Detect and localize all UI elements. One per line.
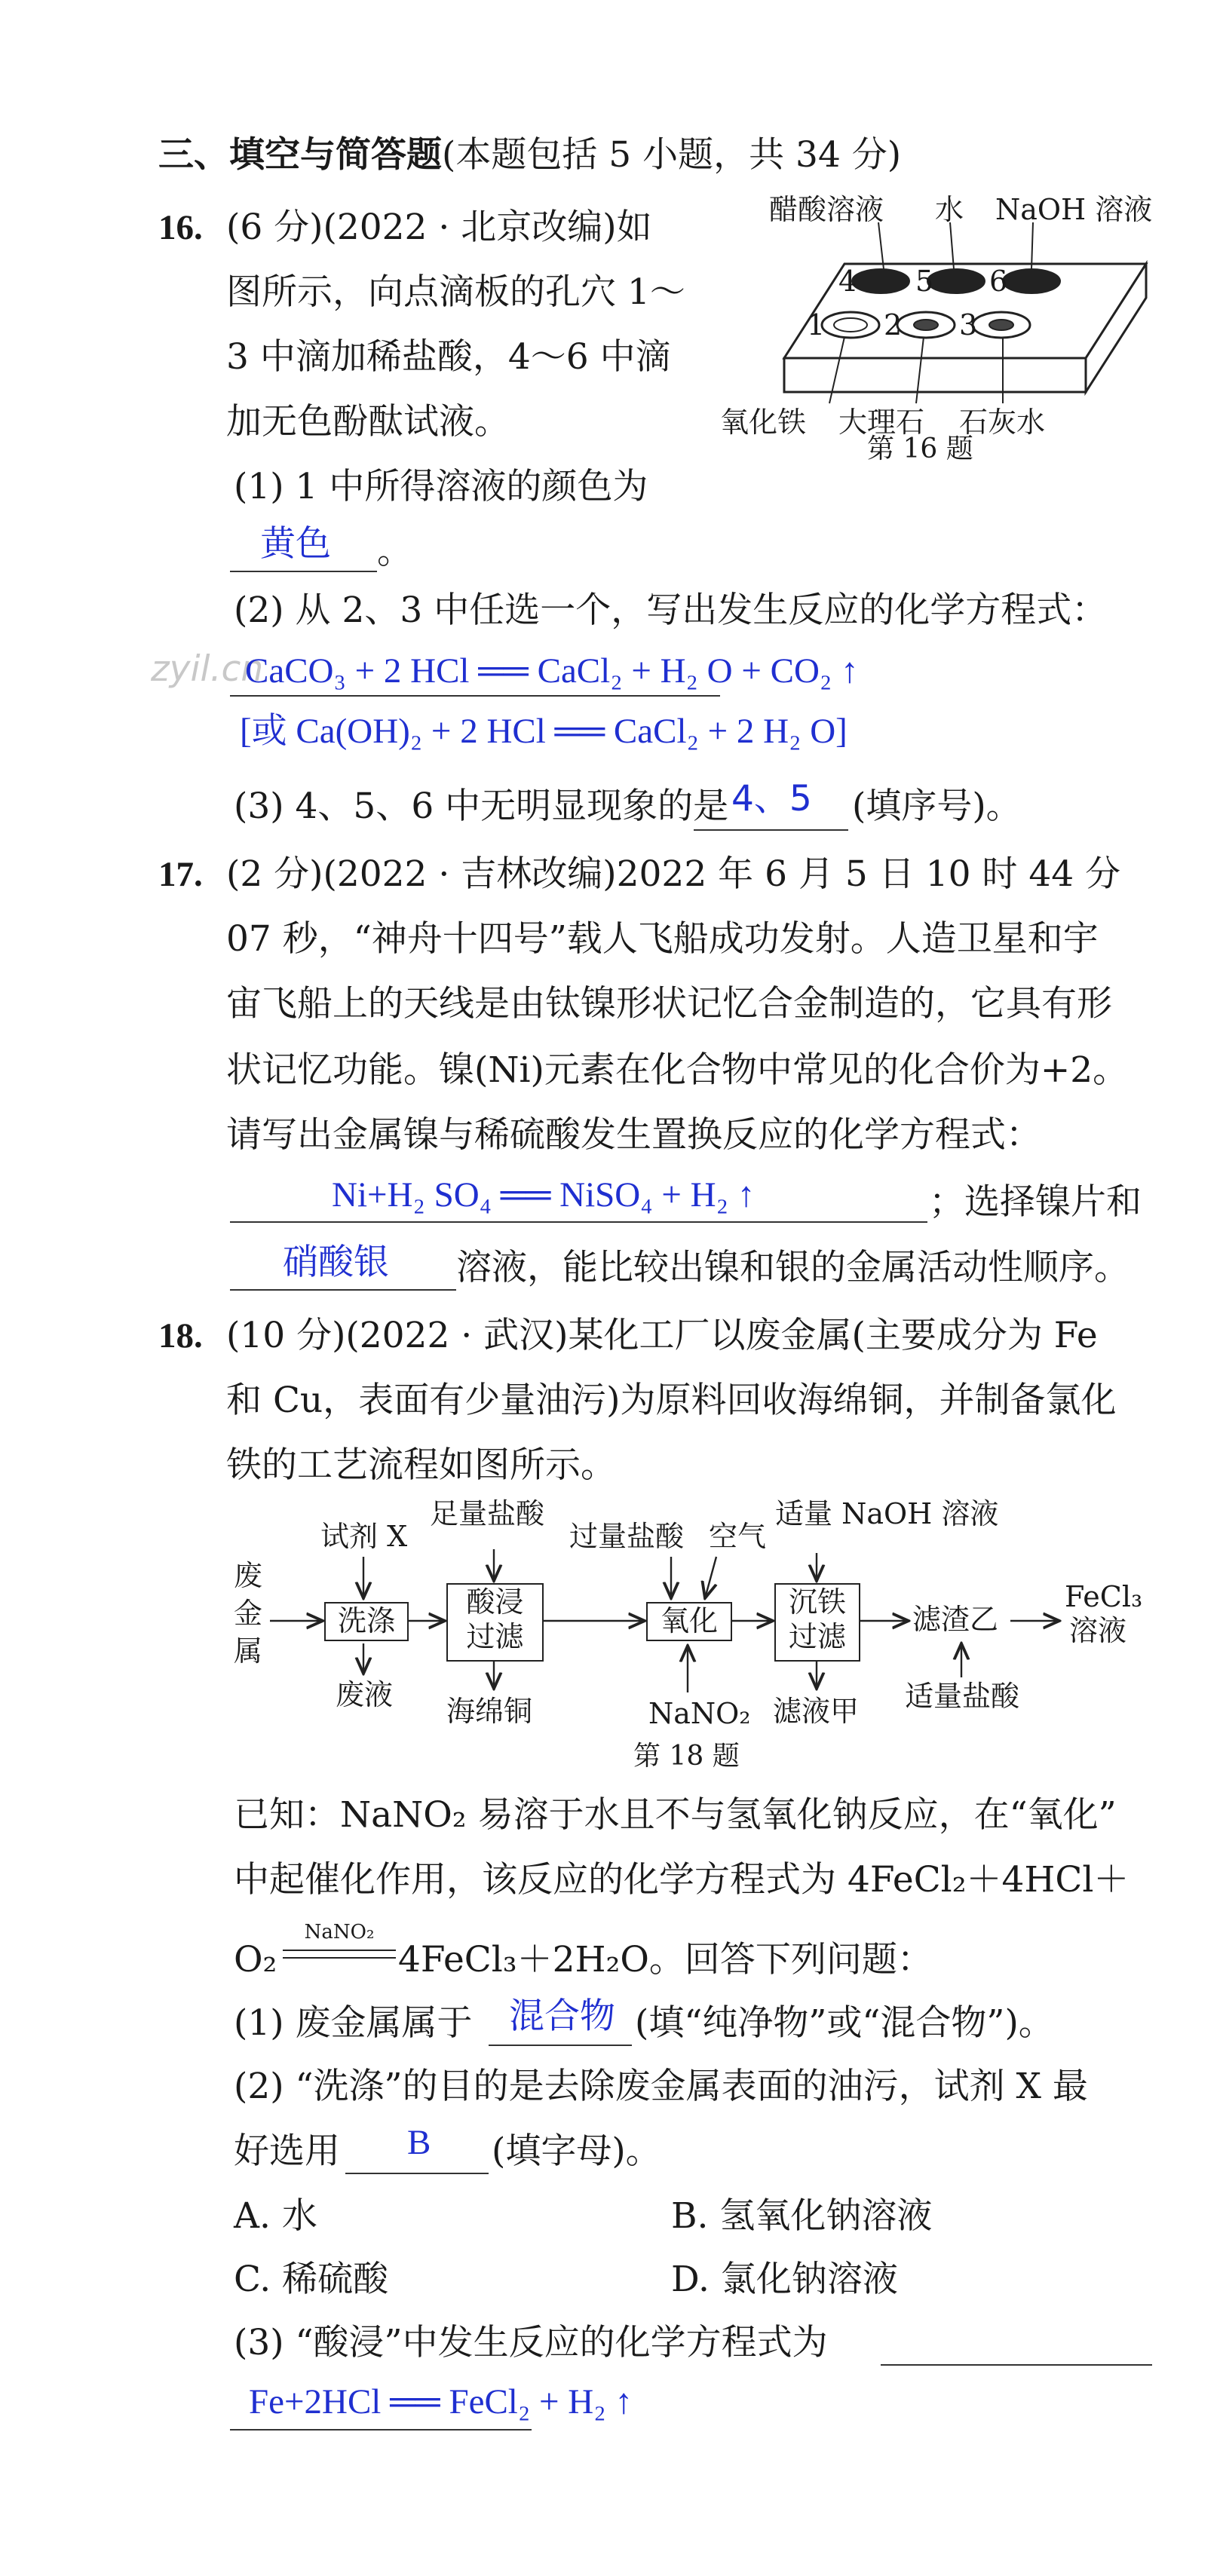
hole-6 <box>1003 269 1060 293</box>
q18-known-3-pre: O₂ <box>234 1939 277 1980</box>
flow-box-iron-precip <box>774 1583 860 1662</box>
q16-line-3: 3 中滴加稀盐酸，4～6 中滴 <box>226 336 671 378</box>
q18-part2-text-1: (2) “洗涤”的目的是去除废金属表面的油污，试剂 X 最 <box>234 2066 1088 2107</box>
q16-part2-blank <box>230 695 720 697</box>
q17-after-answer-2: 溶液，能比较出镍和银的金属活动性顺序。 <box>456 1247 1130 1288</box>
q16-part2-answer-1: CaCO₃ + 2 HCl ══ CaCl₂ + H₂ O + CO₂ ↑ <box>245 651 859 691</box>
flow-product-fecl3: FeCl₃ <box>1065 1580 1143 1613</box>
flow-box-oxidation: 氧化 <box>646 1602 732 1641</box>
q18-part1-text: (1) 废金属属于 <box>234 2002 473 2044</box>
flow-acid-3: 适量盐酸 <box>905 1680 1020 1713</box>
q18-part3-blank-2 <box>230 2429 532 2431</box>
hole-number-2: 2 <box>884 308 903 342</box>
q16-line-1: (6 分)(2022 · 北京改编)如 <box>226 207 652 248</box>
flow-waste-liquid: 废液 <box>336 1678 394 1711</box>
box-acid-leach-line-1: 酸浸 <box>466 1585 524 1619</box>
q18-option-d: D. 氯化钠溶液 <box>671 2259 898 2300</box>
q17-answer-2: 硝酸银 <box>283 1242 389 1283</box>
q17-line-3: 宙飞船上的天线是由钛镍形状记忆合金制造的，它具有形 <box>226 983 1112 1025</box>
q18-line-2: 和 Cu，表面有少量油污)为原料回收海绵铜，并制备氯化 <box>226 1380 1117 1421</box>
label-limewater: 石灰水 <box>959 406 1046 439</box>
q17-line-1: (2 分)(2022 · 吉林改编)2022 年 6 月 5 日 10 时 44 分 <box>226 853 1121 895</box>
q18-option-c: C. 稀硫酸 <box>234 2259 389 2300</box>
q18-part1-end: (填“纯净物”或“混合物”)。 <box>635 2002 1054 2044</box>
q18-part3-answer: Fe+2HCl ══ FeCl₂ + H₂ ↑ <box>249 2382 633 2421</box>
q17-blank-2 <box>230 1289 456 1291</box>
hole-number-6: 6 <box>989 265 1008 298</box>
q16-part3-answer: 4、5 <box>731 778 812 819</box>
q17-blank-1 <box>230 1221 927 1223</box>
flow-acid-2: 过量盐酸 <box>569 1520 685 1553</box>
q16-part2-answer-2: [或 Ca(OH)₂ + 2 HCl ══ CaCl₂ + 2 H₂ O] <box>240 712 848 751</box>
q16-part3-end: (填序号)。 <box>852 786 1022 827</box>
q17-line-4: 状记忆功能。镍(Ni)元素在化合物中常见的化合价为+2。 <box>226 1049 1129 1091</box>
q17-answer-1: Ni+H₂ SO₄ ══ NiSO₄ + H₂ ↑ <box>332 1175 756 1214</box>
box-iron-precip-line-2: 过滤 <box>788 1620 846 1653</box>
flow-product-solution: 溶液 <box>1069 1614 1127 1647</box>
q16-figure <box>720 192 1176 464</box>
q16-part1-blank <box>230 571 377 572</box>
q18-known-3-post: 4FeCl₃＋2H₂O。回答下列问题： <box>398 1939 933 1980</box>
watermark: zyil.cn <box>151 648 264 690</box>
q16-part1-end: 。 <box>377 531 412 572</box>
flow-box-acid-leach <box>446 1583 544 1662</box>
hole-4 <box>852 269 909 293</box>
q18-reaction-equals <box>283 1950 396 1959</box>
q18-part3-text: (3) “酸浸”中发生反应的化学方程式为 <box>234 2322 828 2363</box>
q18-reaction-condition: NaNO₂ <box>304 1921 375 1943</box>
flow-air: 空气 <box>709 1520 767 1553</box>
q17-number: 17. <box>158 855 203 894</box>
q18-known-1: 已知：NaNO₂ 易溶于水且不与氢氧化钠反应，在“氧化” <box>234 1794 1117 1836</box>
flow-catalyst: NaNO₂ <box>648 1697 751 1730</box>
flow-naoh: 适量 NaOH 溶液 <box>775 1497 999 1530</box>
q16-line-4: 加无色酚酞试液。 <box>226 401 510 443</box>
q16-part2-text: (2) 从 2、3 中任选一个，写出发生反应的化学方程式： <box>234 590 1108 631</box>
label-iron-oxide: 氧化铁 <box>720 406 807 439</box>
q16-figure-caption: 第 16 题 <box>867 433 973 464</box>
q16-line-2: 图所示，向点滴板的孔穴 1～ <box>226 271 685 313</box>
q18-part2-answer: B <box>407 2123 431 2162</box>
hole-5 <box>927 269 985 293</box>
flow-filtrate-a: 滤液甲 <box>773 1695 860 1728</box>
q18-part2-blank <box>345 2173 489 2174</box>
q16-part1-text: (1) 1 中所得溶液的颜色为 <box>234 466 648 507</box>
q18-part2-text-2: 好选用 <box>234 2130 340 2172</box>
flow-box-wash: 洗涤 <box>324 1602 409 1641</box>
label-marble: 大理石 <box>838 406 925 439</box>
flow-reagent-x: 试剂 X <box>320 1520 408 1553</box>
flow-acid-1: 足量盐酸 <box>430 1497 545 1530</box>
q18-line-3: 铁的工艺流程如图所示。 <box>226 1444 616 1486</box>
box-iron-precip-line-1: 沉铁 <box>788 1585 846 1619</box>
q18-option-b: B. 氢氧化钠溶液 <box>671 2195 933 2237</box>
q16-part1-answer: 黄色 <box>260 523 331 565</box>
label-water: 水 <box>935 193 964 226</box>
q17-after-answer-1: ；选择镍片和 <box>929 1181 1142 1223</box>
hole-number-4: 4 <box>838 265 857 298</box>
box-acid-leach-line-2: 过滤 <box>466 1620 524 1653</box>
q18-known-2: 中起催化作用，该反应的化学方程式为 4FeCl₂＋4HCl＋ <box>234 1859 1130 1901</box>
label-acetic-acid: 醋酸溶液 <box>769 193 884 226</box>
flow-residue-b: 滤渣乙 <box>912 1603 999 1636</box>
section-note: (本题包括 5 小题，共 34 分) <box>442 134 902 176</box>
q16-part3-text: (3) 4、5、6 中无明显现象的是 <box>234 786 729 827</box>
hole-number-5: 5 <box>915 265 934 298</box>
q18-figure-caption: 第 18 题 <box>633 1741 740 1772</box>
section-title: 三、填空与简答题 <box>158 134 442 176</box>
q18-part2-end: (填字母)。 <box>492 2130 661 2172</box>
q18-option-a: A. 水 <box>234 2195 317 2237</box>
q17-line-5: 请写出金属镍与稀硫酸发生置换反应的化学方程式： <box>226 1114 1041 1156</box>
hole-number-3: 3 <box>959 308 978 342</box>
q18-line-1: (10 分)(2022 · 武汉)某化工厂以废金属(主要成分为 Fe <box>226 1315 1098 1356</box>
q18-part3-blank-1 <box>881 2364 1152 2366</box>
label-naoh: NaOH 溶液 <box>995 193 1153 226</box>
flow-sponge-copper: 海绵铜 <box>446 1695 533 1728</box>
q18-part1-answer: 混合物 <box>509 1996 615 2037</box>
q16-part3-blank <box>694 829 848 831</box>
q18-flow-chart <box>226 1496 1191 1783</box>
flow-input-label: 废金属 <box>234 1559 263 1668</box>
q16-number: 16. <box>158 208 203 247</box>
q18-number: 18. <box>158 1316 203 1355</box>
q18-part1-blank <box>489 2045 632 2046</box>
q17-line-2: 07 秒，“神舟十四号”载人飞船成功发射。人造卫星和宇 <box>226 918 1099 960</box>
section-header <box>158 133 901 178</box>
hole-number-1: 1 <box>807 308 826 342</box>
